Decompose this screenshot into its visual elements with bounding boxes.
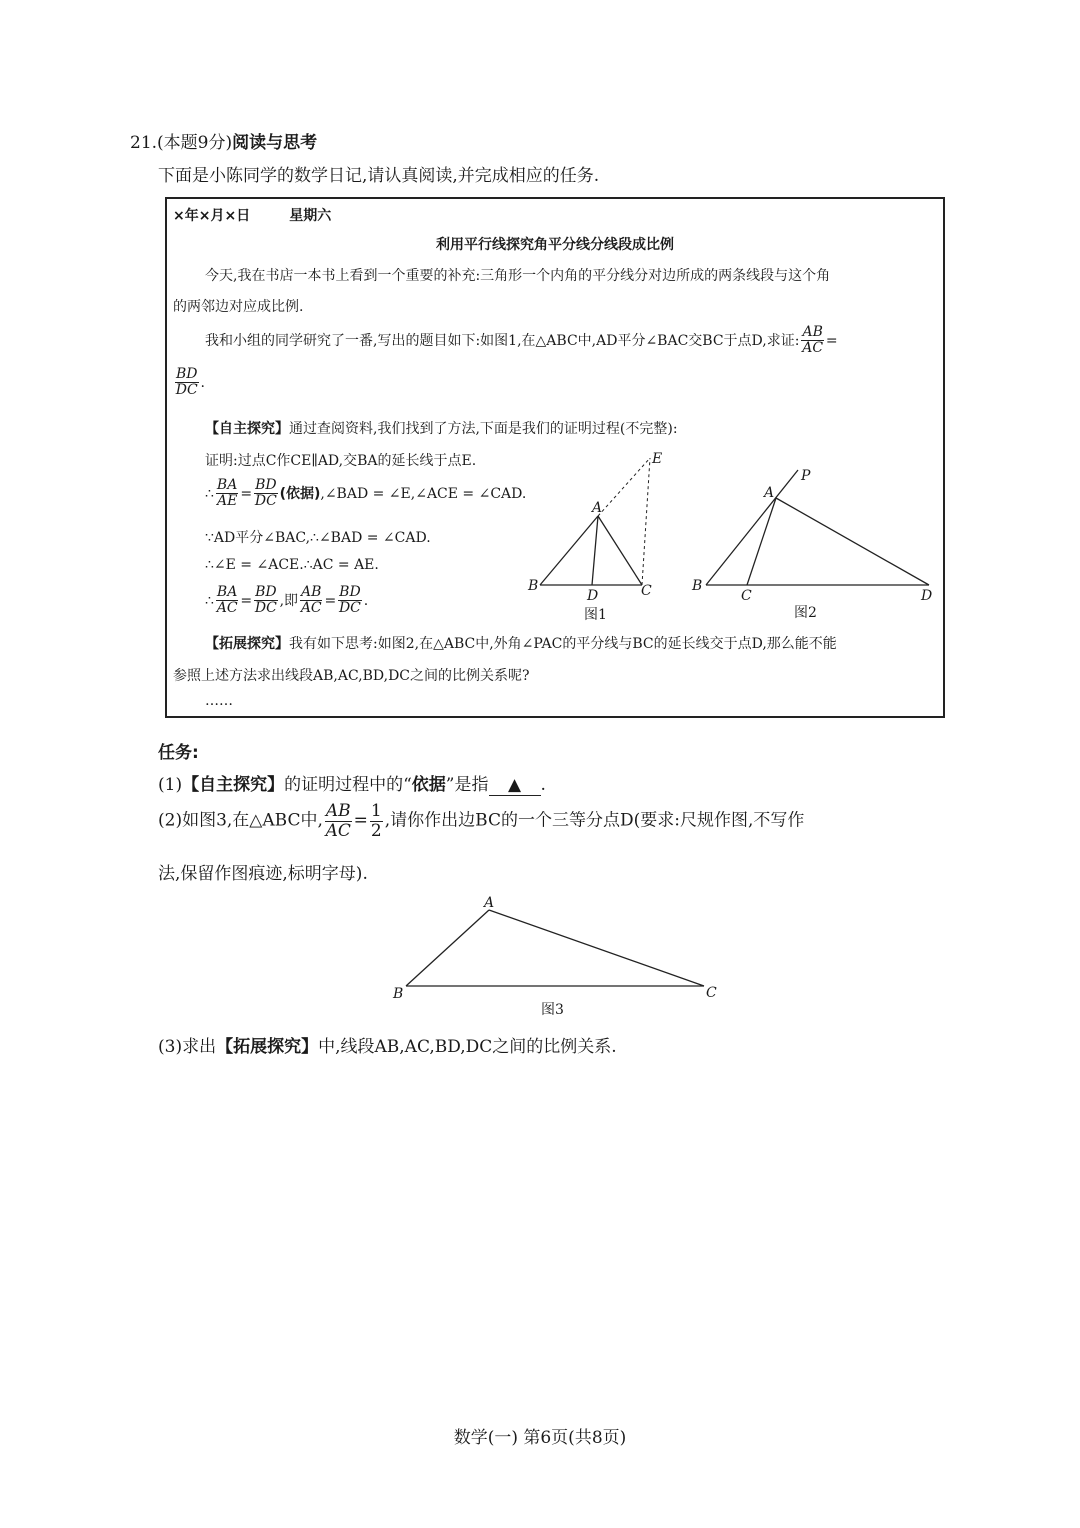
question-title: 阅读与思考 (232, 133, 318, 153)
page-footer: 数学(一) 第6页(共8页) (453, 1428, 627, 1448)
fraction-bd-dc (175, 367, 199, 399)
frac-den: AE (216, 493, 238, 510)
equals-sign: = (324, 592, 337, 609)
figure-1 (520, 448, 680, 628)
figure-2 (686, 460, 942, 628)
frac-num: BD (255, 477, 277, 493)
question-score: (本题9分) (157, 133, 233, 153)
fraction-ba-ae (216, 478, 238, 510)
fraction-bd-dc (254, 585, 278, 617)
answer-blank[interactable]: ▲ (489, 775, 541, 796)
fig1-segment-ad (592, 516, 598, 585)
fig3-segment-ab (406, 910, 489, 986)
fig1-segment-ce (642, 458, 650, 585)
fig1-label-b: B (528, 578, 539, 594)
fraction-bd-dc (254, 478, 278, 510)
fraction-ab-ac (325, 802, 352, 840)
fig1-label-c: C (641, 583, 652, 599)
diary-title: 利用平行线探究角平分线分线段成比例 (436, 237, 674, 253)
fig1-label-d: D (587, 588, 599, 604)
question-intro: 下面是小陈同学的数学日记,请认真阅读,并完成相应的任务. (158, 166, 600, 186)
fig1-caption: 图1 (584, 607, 607, 623)
equals-sign: = (240, 592, 253, 609)
fraction-bd-dc (338, 585, 362, 617)
diary-date: ×年×月×日 (173, 208, 251, 224)
question-number: 21. (130, 133, 158, 153)
explore-label: 【自主探究】 (205, 421, 289, 437)
task-1-number: (1) (158, 775, 183, 795)
frac-den: DC (175, 382, 198, 399)
frac-num: BD (339, 584, 361, 600)
fig1-segment-ab (540, 516, 598, 585)
diary-date-line (173, 205, 331, 225)
fraction-ba-ac (216, 585, 238, 617)
task-2 (158, 802, 804, 840)
proof-line-5 (205, 585, 368, 617)
proof-line-4: ∴∠E = ∠ACE.∴AC = AE. (205, 557, 379, 573)
task-1-text-b: ”是指 (445, 775, 489, 795)
explore-intro (205, 418, 678, 438)
task-1-end: . (540, 775, 546, 795)
frac-den: DC (338, 600, 361, 617)
extension-text: 我有如下思考:如图2,在△ABC中,外角∠PAC的平分线与BC的延长线交于点D,那么能不能 (289, 636, 837, 652)
diary-weekday: 星期六 (289, 208, 332, 224)
fig2-caption: 图2 (794, 605, 817, 621)
fig3-label-a: A (484, 895, 495, 911)
ie-text: ,即 (279, 592, 299, 609)
task-1 (158, 770, 546, 796)
task-3-label: 【拓展探究】 (216, 1037, 319, 1057)
frac-den: DC (254, 600, 277, 617)
fig1-segment-ae (598, 458, 650, 516)
diary-para2-end (173, 367, 205, 399)
fraction-one-half (370, 802, 383, 840)
frac-num: 1 (370, 801, 382, 821)
frac-num: BD (176, 366, 198, 382)
task-3-text-b: 中,线段AB,AC,BD,DC之间的比例关系. (318, 1037, 617, 1057)
fig3-label-c: C (706, 985, 717, 1001)
diary-para2 (205, 325, 838, 357)
question-header (130, 128, 317, 153)
fig2-label-b: B (692, 578, 703, 594)
frac-den: 2 (370, 820, 382, 841)
task-3 (158, 1032, 617, 1057)
task-3-text-a: (3)求出 (158, 1037, 217, 1057)
proof-line-2 (205, 478, 526, 510)
basis-text: (依据) (279, 485, 321, 502)
fig1-segment-ac (598, 516, 642, 585)
explore-text: 通过查阅资料,我们找到了方法,下面是我们的证明过程(不完整): (289, 421, 678, 437)
fig2-segment-ac (747, 498, 776, 585)
therefore-sign: ∴ (205, 592, 214, 609)
equals-sign: = (825, 332, 838, 349)
period: . (200, 374, 205, 391)
fig3-caption: 图3 (541, 1002, 564, 1018)
proof-line-2-tail: ,∠BAD = ∠E,∠ACE = ∠CAD. (320, 485, 527, 502)
fig2-label-p: P (801, 468, 811, 484)
therefore-sign: ∴ (205, 485, 214, 502)
frac-num: AB (301, 584, 322, 600)
frac-num: AB (325, 801, 351, 821)
diary-para1-b: 的两邻边对应成比例. (173, 299, 304, 315)
frac-den: AC (802, 340, 824, 357)
task-2-text-a: (2)如图3,在△ABC中, (158, 810, 323, 831)
proof-line-1: 证明:过点C作CE∥AD,交BA的延长线于点E. (205, 453, 477, 469)
fig2-label-a: A (764, 485, 775, 501)
extension-line-2: 参照上述方法求出线段AB,AC,BD,DC之间的比例关系呢? (173, 668, 530, 684)
task-2-text-b: ,请你作出边BC的一个三等分点D(要求:尺规作图,不写作 (384, 810, 805, 831)
fig2-segment-ad (776, 498, 929, 585)
ellipsis: …… (205, 693, 233, 709)
fraction-ab-ac (300, 585, 322, 617)
frac-num: BA (216, 584, 238, 600)
extension-line-1 (205, 633, 837, 653)
task-2-continued: 法,保留作图痕迹,标明字母). (158, 864, 368, 884)
fig1-label-a: A (592, 500, 603, 516)
extension-label: 【拓展探究】 (205, 636, 289, 652)
tasks-heading: 任务: (158, 743, 199, 763)
fig3-label-b: B (393, 986, 404, 1002)
frac-num: BD (255, 584, 277, 600)
period: . (363, 592, 369, 609)
fig1-label-e: E (652, 451, 663, 467)
fig2-label-c: C (741, 588, 752, 604)
equals-sign: = (353, 810, 368, 831)
frac-den: AC (300, 600, 322, 617)
frac-den: DC (254, 493, 277, 510)
proof-line-3: ∵AD平分∠BAC,∴∠BAD = ∠CAD. (205, 530, 431, 546)
task-1-text-a: 的证明过程中的“ (284, 775, 412, 795)
frac-num: BA (216, 477, 238, 493)
fraction-ab-ac (801, 325, 823, 357)
task-1-label: 【自主探究】 (182, 775, 285, 795)
frac-num: AB (802, 324, 823, 340)
diary-para1-a: 今天,我在书店一本书上看到一个重要的补充:三角形一个内角的平分线分对边所成的两条线段与这个角 (205, 268, 831, 284)
equals-sign: = (240, 485, 253, 502)
fig2-segment-bp (706, 470, 798, 585)
frac-den: AC (325, 820, 351, 841)
figure-3 (386, 890, 726, 1020)
frac-den: AC (216, 600, 238, 617)
fig2-label-d: D (921, 588, 933, 604)
task-1-basis: 依据 (411, 775, 446, 795)
diary-para2-text: 我和小组的同学研究了一番,写出的题目如下:如图1,在△ABC中,AD平分∠BAC交BC于点D,求证: (205, 332, 800, 349)
fig3-segment-ac (489, 910, 704, 986)
